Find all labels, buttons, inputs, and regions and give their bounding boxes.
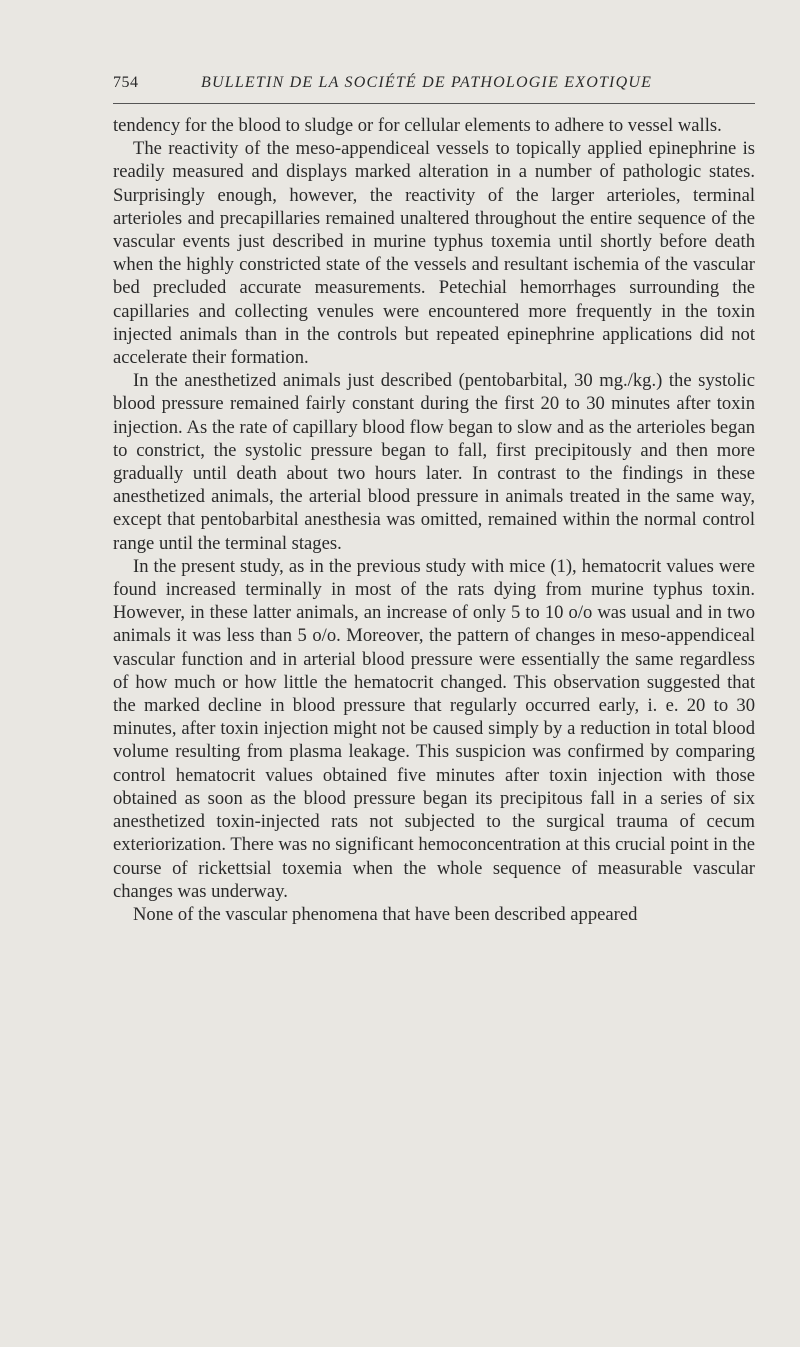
journal-title: BULLETIN DE LA SOCIÉTÉ DE PATHOLOGIE EXOTIQUE <box>201 74 653 91</box>
paragraph-epinephrine-reactivity: The reactivity of the meso-appendiceal vessels to topically applied epinephrine is readily measured and displays marked alteration in a number of pathologic states. Surprisingly enough, however, the reactivity of the larger arterioles, terminal arterioles and precapillaries remained unaltered throughout the entire sequence of the vascular events just described in murine typhus toxemia until shortly before death when the highly constricted state of the vessels and resultant ischemia of the vascular bed precluded accurate measurements. Petechial hemorrhages surrounding the capillaries and collecting venules were encountered more frequently in the toxin injected animals than in the controls but repeated epinephrine applications did not accelerate their formation. <box>113 138 755 369</box>
body-text <box>113 114 755 926</box>
running-head <box>113 74 753 96</box>
paragraph-vascular-phenomena: None of the vascular phenomena that have been described appeared <box>133 903 638 925</box>
header-rule <box>113 103 755 104</box>
paragraph-blood-pressure: In the anesthetized animals just described (pentobarbital, 30 mg./kg.) the systolic blood pressure remained fairly constant during the first 20 to 30 minutes after toxin injection. As the rate of capillary blood flow began to slow and as the arterioles began to constrict, the systolic pressure began to fall, first precipitously and then more gradually until death about two hours later. In contrast to the findings in these anesthetized animals, the arterial blood pressure in animals treated in the same way, except that pentobarbital anesthesia was omitted, remained within the normal control range until the terminal stages. <box>113 370 755 554</box>
paragraph-hematocrit: In the present study, as in the previous study with mice (1), hematocrit values were found increased terminally in most of the rats dying from murine typhus toxin. However, in these latter animals, an increase of only 5 to 10 o/o was usual and in two animals it was less than 5 o/o. Moreover, the pattern of changes in meso-appendiceal vascular function and in arterial blood pressure were essentially the same regardless of how much or how little the hematocrit changed. This observation suggested that the marked decline in blood pressure that regularly occurred early, i. e. 20 to 30 minutes, after toxin injection might not be caused simply by a reduction in total blood volume resulting from plasma leakage. This suspicion was confirmed by comparing control hematocrit values obtained five minutes after toxin injection with those obtained as soon as the blood pressure began its precipitous fall in a series of six anesthetized toxin-injected rats not subjected to the surgical trauma of cecum exteriorization. There was no significant hemoconcentration at this crucial point in the course of rickettsial toxemia when the whole sequence of measurable vascular changes was underway. <box>113 555 755 902</box>
page-number: 754 <box>113 74 139 91</box>
paragraph-continuation: tendency for the blood to sludge or for cellular elements to adhere to vessel walls. <box>113 115 722 136</box>
